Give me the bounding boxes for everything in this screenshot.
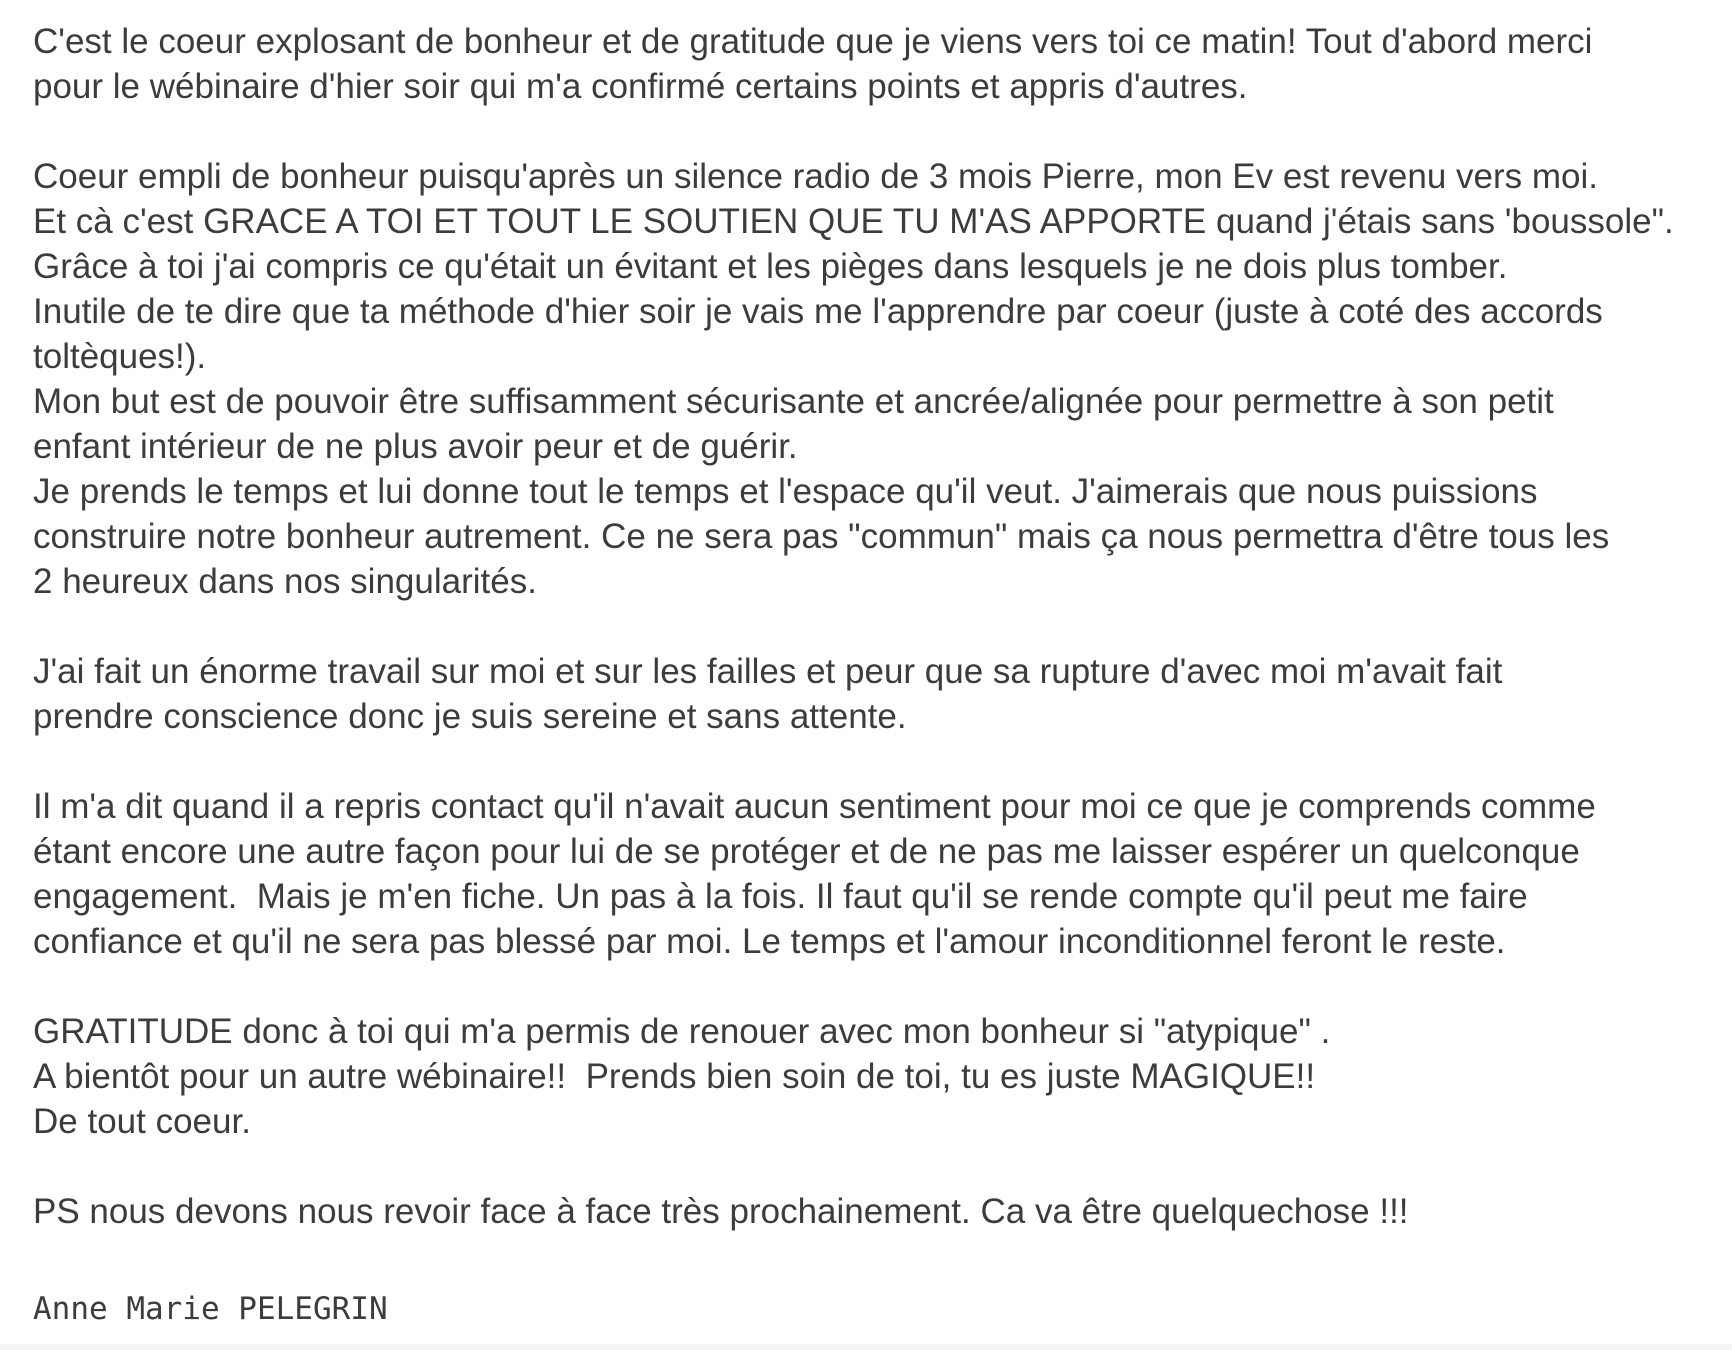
text-line: enfant intérieur de ne plus avoir peur et de guérir.: [33, 427, 798, 466]
text-line: prendre conscience donc je suis sereine et sans attente.: [33, 697, 907, 736]
text-line: Inutile de te dire que ta méthode d'hier soir je vais me l'apprendre par coeur (juste à coté des accords: [33, 292, 1603, 331]
text-line: confiance et qu'il ne sera pas blessé par moi. Le temps et l'amour inconditionnel feront le reste.: [33, 922, 1506, 961]
text-line: PS nous devons nous revoir face à face très prochainement. Ca va être quelquechose !!!: [33, 1192, 1409, 1231]
text-line: Grâce à toi j'ai compris ce qu'était un évitant et les pièges dans lesquels je ne dois plus tomber.: [33, 247, 1508, 286]
text-line: A bientôt pour un autre wébinaire!! Prends bien soin de toi, tu es juste MAGIQUE!!: [33, 1057, 1316, 1096]
text-line: Et cà c'est GRACE A TOI ET TOUT LE SOUTIEN QUE TU M'AS APPORTE quand j'étais sans 'boussole".: [33, 202, 1674, 241]
text-line: toltèques!).: [33, 337, 207, 376]
text-line: J'ai fait un énorme travail sur moi et sur les failles et peur que sa rupture d'avec moi m'avait fait: [33, 652, 1503, 691]
paragraph-4: [33, 784, 1718, 964]
paragraph-spacer: [33, 604, 1718, 649]
paragraph-1: [33, 19, 1718, 109]
paragraph-spacer: [33, 109, 1718, 154]
text-line: C'est le coeur explosant de bonheur et de gratitude que je viens vers toi ce matin! Tout d'abord merci: [33, 22, 1593, 61]
text-line: engagement. Mais je m'en fiche. Un pas à la fois. Il faut qu'il se rende compte qu'il peut me faire: [33, 877, 1528, 916]
text-line: pour le wébinaire d'hier soir qui m'a confirmé certains points et appris d'autres.: [33, 67, 1248, 106]
text-line: GRATITUDE donc à toi qui m'a permis de renouer avec mon bonheur si "atypique" .: [33, 1012, 1331, 1051]
paragraph-spacer: [33, 739, 1718, 784]
signature: Anne Marie PELEGRIN: [33, 1291, 388, 1327]
paragraph-2: [33, 154, 1718, 604]
text-line: étant encore une autre façon pour lui de se protéger et de ne pas me laisser espérer un quelconque: [33, 832, 1580, 871]
paragraph-spacer: [33, 964, 1718, 1009]
paragraph-spacer: [33, 1144, 1718, 1189]
text-line: construire notre bonheur autrement. Ce ne sera pas "commun" mais ça nous permettra d'être tous les: [33, 517, 1610, 556]
text-line: Je prends le temps et lui donne tout le temps et l'espace qu'il veut. J'aimerais que nous puissions: [33, 472, 1538, 511]
paragraph-6: [33, 1189, 1718, 1234]
text-line: Coeur empli de bonheur puisqu'après un silence radio de 3 mois Pierre, mon Ev est revenu vers moi.: [33, 157, 1598, 196]
text-line: 2 heureux dans nos singularités.: [33, 562, 537, 601]
paragraph-5: [33, 1009, 1718, 1144]
bottom-divider: [0, 1344, 1732, 1350]
text-line: Mon but est de pouvoir être suffisamment sécurisante et ancrée/alignée pour permettre à son petit: [33, 382, 1554, 421]
text-line: De tout coeur.: [33, 1102, 251, 1141]
text-line: Il m'a dit quand il a repris contact qu'il n'avait aucun sentiment pour moi ce que je comprends comme: [33, 787, 1596, 826]
message-body: [33, 19, 1718, 1234]
paragraph-3: [33, 649, 1718, 739]
